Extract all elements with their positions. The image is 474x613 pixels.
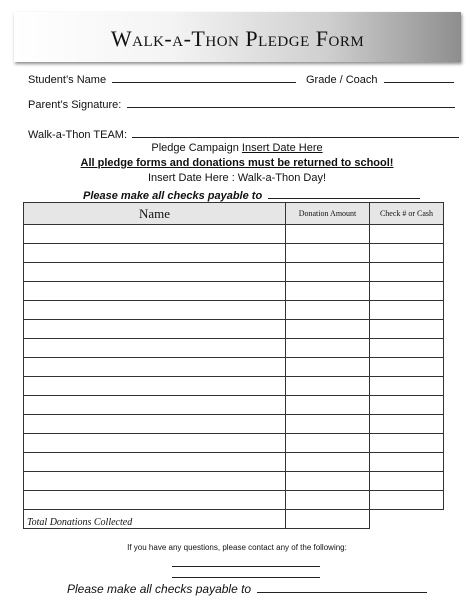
check-or-cash-cell[interactable]	[370, 358, 444, 377]
check-or-cash-cell[interactable]	[370, 244, 444, 263]
table-row	[24, 263, 444, 282]
donation-amount-cell[interactable]	[286, 263, 370, 282]
check-or-cash-cell[interactable]	[370, 396, 444, 415]
donation-amount-cell[interactable]	[286, 415, 370, 434]
table-row	[24, 434, 444, 453]
donation-amount-cell[interactable]	[286, 377, 370, 396]
table-header-row	[24, 203, 444, 225]
donation-amount-cell[interactable]	[286, 453, 370, 472]
check-or-cash-cell[interactable]	[370, 415, 444, 434]
walk-day-line: Insert Date Here : Walk-a-Thon Day!	[147, 172, 327, 184]
donation-amount-cell[interactable]	[286, 244, 370, 263]
name-cell[interactable]	[24, 301, 286, 320]
checks-payable-line[interactable]	[268, 187, 420, 199]
total-donation-cell[interactable]	[286, 510, 370, 529]
team-line[interactable]	[132, 126, 459, 138]
name-cell[interactable]	[24, 244, 286, 263]
donation-amount-cell[interactable]	[286, 339, 370, 358]
donation-amount-cell[interactable]	[286, 320, 370, 339]
checks-payable-row	[83, 187, 420, 203]
name-cell[interactable]	[24, 358, 286, 377]
table-row	[24, 472, 444, 491]
name-cell[interactable]	[24, 339, 286, 358]
donation-amount-cell[interactable]	[286, 491, 370, 510]
name-cell[interactable]	[24, 453, 286, 472]
donation-amount-cell[interactable]	[286, 301, 370, 320]
donation-amount-cell[interactable]	[286, 282, 370, 301]
bottom-checks-payable-line[interactable]	[257, 580, 427, 593]
table-row	[24, 396, 444, 415]
name-cell[interactable]	[24, 434, 286, 453]
name-cell[interactable]	[24, 396, 286, 415]
grade-coach-line[interactable]	[384, 71, 454, 83]
donation-amount-cell[interactable]	[286, 472, 370, 491]
table-row	[24, 320, 444, 339]
grade-coach-label: Grade / Coach	[306, 74, 378, 86]
return-notice: All pledge forms and donations must be returned to school!	[80, 157, 394, 169]
campaign-prefix: Pledge Campaign	[151, 142, 242, 154]
team-row	[28, 126, 459, 142]
check-or-cash-cell[interactable]	[370, 282, 444, 301]
name-cell[interactable]	[24, 320, 286, 339]
title-banner	[14, 12, 461, 62]
parent-signature-label: Parent’s Signature:	[28, 99, 122, 111]
total-donations-label: Total Donations Collected	[24, 510, 286, 529]
table-row	[24, 377, 444, 396]
check-or-cash-cell[interactable]	[370, 491, 444, 510]
donation-amount-cell[interactable]	[286, 358, 370, 377]
table-row	[24, 225, 444, 244]
name-cell[interactable]	[24, 377, 286, 396]
student-name-label: Student’s Name	[28, 74, 107, 86]
check-or-cash-cell[interactable]	[370, 434, 444, 453]
table-row	[24, 453, 444, 472]
bottom-checks-payable-label: Please make all checks payable to	[67, 582, 252, 596]
check-or-cash-cell[interactable]	[370, 320, 444, 339]
name-cell[interactable]	[24, 491, 286, 510]
questions-text: If you have any questions, please contact any of the following:	[127, 543, 347, 552]
header-name: Name	[24, 203, 286, 225]
table-row	[24, 244, 444, 263]
check-or-cash-cell[interactable]	[370, 263, 444, 282]
parent-signature-line[interactable]	[127, 96, 455, 108]
name-cell[interactable]	[24, 282, 286, 301]
name-cell[interactable]	[24, 225, 286, 244]
total-row	[24, 510, 444, 529]
name-cell[interactable]	[24, 263, 286, 282]
campaign-date: Insert Date Here	[241, 142, 323, 154]
name-cell[interactable]	[24, 472, 286, 491]
table-row	[24, 491, 444, 510]
total-blank-cell	[370, 510, 444, 529]
check-or-cash-cell[interactable]	[370, 225, 444, 244]
campaign-line	[0, 142, 474, 155]
donation-amount-cell[interactable]	[286, 225, 370, 244]
donation-amount-cell[interactable]	[286, 396, 370, 415]
check-or-cash-cell[interactable]	[370, 301, 444, 320]
table-body	[24, 225, 444, 529]
header-check-or-cash: Check # or Cash	[370, 203, 444, 225]
check-or-cash-cell[interactable]	[370, 472, 444, 491]
donation-amount-cell[interactable]	[286, 434, 370, 453]
checks-payable-label: Please make all checks payable to	[83, 190, 263, 202]
table-row	[24, 339, 444, 358]
header-donation-amount: Donation Amount	[286, 203, 370, 225]
form-title: Walk-a-Thon Pledge Form	[110, 26, 365, 51]
parent-signature-row	[28, 96, 455, 112]
table-row	[24, 415, 444, 434]
pledge-table	[23, 202, 444, 529]
check-or-cash-cell[interactable]	[370, 453, 444, 472]
contact-line-2[interactable]	[172, 577, 320, 578]
grade-coach-row	[306, 71, 454, 87]
check-or-cash-cell[interactable]	[370, 377, 444, 396]
student-name-row	[28, 71, 296, 87]
table-row	[24, 358, 444, 377]
check-or-cash-cell[interactable]	[370, 339, 444, 358]
student-name-line[interactable]	[112, 71, 296, 83]
bottom-checks-payable-row	[67, 580, 427, 596]
table-row	[24, 282, 444, 301]
team-label: Walk-a-Thon TEAM:	[28, 129, 128, 141]
table-row	[24, 301, 444, 320]
contact-line-1[interactable]	[172, 566, 320, 567]
name-cell[interactable]	[24, 415, 286, 434]
